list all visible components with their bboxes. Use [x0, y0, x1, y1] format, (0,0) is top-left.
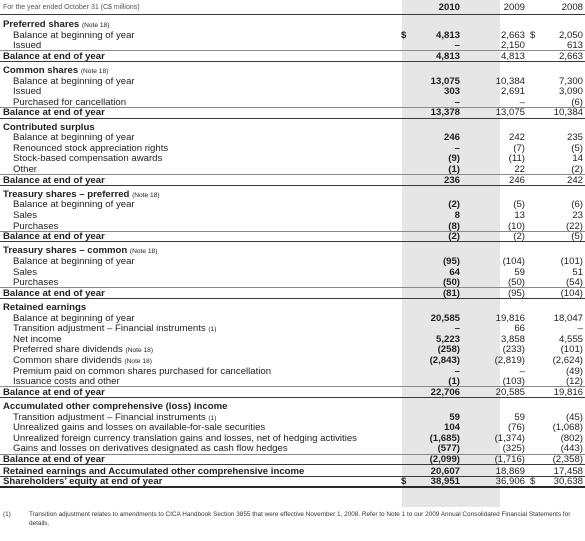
value-2009: (325) [502, 443, 525, 455]
value-2009: (2) [513, 231, 525, 243]
row-label: Shareholders’ equity at end of year [3, 476, 163, 488]
section-end-rule [0, 185, 585, 186]
value-2008: (12) [565, 376, 583, 388]
line-item [0, 132, 585, 143]
value-2008: (54) [565, 277, 583, 289]
value-2010: 303 [443, 86, 460, 98]
row-label: Treasury shares – preferred [3, 188, 130, 200]
value-2009: – [519, 96, 525, 108]
row-label: Issued [13, 86, 42, 98]
value-2008: – [577, 323, 583, 335]
row-label: Balance at end of year [3, 231, 105, 243]
line-item [0, 334, 585, 345]
row-label: Retained earnings [3, 302, 87, 313]
note-reference: (1) [208, 326, 217, 334]
row-label: Preferred shares [3, 19, 80, 30]
section-title [0, 302, 585, 313]
value-2010: 236 [443, 174, 460, 186]
row-label: Balance at end of year [3, 50, 105, 62]
value-2009: 246 [508, 174, 525, 186]
value-2008: (22) [565, 220, 583, 232]
value-2008: (2,358) [552, 454, 583, 465]
line-item [0, 355, 585, 366]
row-label: Treasury shares – common [3, 245, 128, 257]
value-2010: – [454, 323, 460, 335]
line-item [0, 323, 585, 334]
value-2008: 18,047 [553, 312, 583, 324]
value-2010: (95) [442, 256, 460, 267]
row-label: Preferred share dividends [13, 344, 123, 356]
value-2009: 13 [514, 210, 525, 221]
note-reference: (Note 18) [132, 191, 160, 199]
currency-symbol: $ [530, 29, 536, 41]
value-2010: 4,813 [435, 50, 460, 62]
double-rule [0, 486, 585, 488]
value-2008: 19,816 [553, 386, 583, 398]
row-label: Balance at beginning of year [13, 29, 135, 41]
note-reference: (Note 18) [125, 347, 154, 355]
value-2008: 23 [572, 210, 583, 221]
section-end-rule [0, 118, 585, 119]
row-label: Balance at end of year [3, 174, 105, 186]
row-label: Balance at end of year [3, 107, 105, 119]
value-2010: 59 [449, 411, 460, 423]
value-2008: 2,050 [558, 29, 583, 41]
value-2010: (2) [448, 231, 460, 243]
row-label: Balance at beginning of year [13, 75, 135, 87]
value-2008: (2,624) [552, 355, 583, 366]
row-label: Renounced stock appreciation rights [13, 142, 169, 154]
value-2008: (101) [560, 344, 583, 356]
footnote-marker: (1) [3, 511, 11, 518]
value-2008: 51 [572, 266, 583, 278]
row-label: Unrealized gains and losses on available-for-sale securities [13, 422, 266, 434]
note-reference: (Note 18) [80, 68, 109, 75]
value-2008: (443) [560, 443, 583, 455]
value-2010: 22,706 [430, 386, 460, 398]
currency-symbol: $ [401, 29, 407, 41]
line-item [0, 313, 585, 324]
line-item [0, 210, 585, 221]
note-reference: (Note 18) [129, 248, 158, 256]
note-reference: (1) [208, 414, 217, 422]
value-2008: (104) [560, 287, 583, 299]
value-2010: (2) [448, 199, 460, 211]
value-2010: 5,223 [435, 333, 460, 345]
value-2008: 4,555 [558, 333, 583, 345]
row-label: Unrealized foreign currency translation gains and losses, net of hedging activities [13, 432, 357, 444]
section-title [0, 401, 585, 412]
row-label: Balance at end of year [3, 386, 105, 398]
section-title [0, 122, 585, 133]
value-2009: 13,075 [495, 107, 525, 119]
header-rule [0, 14, 585, 15]
value-2008: (802) [560, 432, 583, 444]
value-2010: – [454, 40, 460, 52]
value-2008: 235 [566, 132, 583, 144]
value-2008: 30,638 [553, 476, 583, 488]
row-label: Gains and losses on derivatives designated as cash flow hedges [13, 443, 288, 455]
section-end-rule [0, 298, 585, 299]
line-item [0, 422, 585, 433]
value-2009: 22 [514, 164, 525, 175]
row-label: Balance at end of year [3, 454, 105, 465]
row-label: Balance at end of year [3, 287, 105, 299]
value-2009: – [519, 365, 525, 377]
value-2008: (101) [560, 256, 583, 267]
row-label: Transition adjustment – Financial instruments [13, 323, 206, 335]
value-2010: 4,813 [435, 29, 460, 41]
currency-symbol: $ [530, 476, 536, 488]
section-end-rule [0, 241, 585, 242]
line-item [0, 199, 585, 210]
value-2009: 66 [514, 323, 525, 335]
value-2009: (2,819) [494, 355, 525, 366]
value-2009: (5) [513, 199, 525, 211]
section-title [0, 65, 585, 76]
value-2010: (1) [448, 376, 460, 388]
value-2010: (50) [442, 277, 460, 289]
value-2009: 36,906 [495, 476, 525, 488]
value-2008: 242 [566, 174, 583, 186]
value-2010: (2,099) [429, 454, 460, 465]
note-reference: (Note 18) [81, 22, 110, 29]
value-2009: 19,816 [495, 312, 525, 324]
row-label: Premium paid on common shares purchased for cancellation [13, 365, 272, 377]
value-2009: (1,716) [494, 454, 525, 465]
row-label: Common share dividends [13, 355, 122, 366]
line-item [0, 76, 585, 87]
value-2010: (2,843) [429, 355, 460, 366]
currency-symbol: $ [401, 476, 407, 488]
header-row [0, 2, 585, 13]
value-2009: 2,691 [500, 86, 525, 98]
value-2010: (9) [448, 153, 460, 165]
line-item [0, 412, 585, 423]
value-2009: (10) [507, 220, 525, 232]
section-end-rule [0, 61, 585, 62]
row-label: Retained earnings and Accumulated other comprehensive income [3, 465, 305, 477]
value-2008: (49) [565, 365, 583, 377]
section-title [0, 189, 585, 200]
line-item [0, 267, 585, 278]
line-item [0, 143, 585, 154]
value-2009: (95) [507, 287, 525, 299]
value-2008: 17,458 [553, 465, 583, 477]
row-label: Purchases [13, 277, 59, 289]
line-item [0, 30, 585, 41]
value-2008: 7,300 [558, 75, 583, 87]
value-2010: 38,951 [430, 476, 460, 488]
row-label: Net income [13, 333, 62, 345]
value-2008: (5) [571, 142, 583, 154]
footnote-text: Transition adjustment relates to amendments to CICA Handbook Section 3855 that were effective November 1, 2008. Refer to Note 1 to our 2009 Annual Consolidated Financial Statements for details. [29, 511, 571, 527]
value-2010: 13,075 [430, 75, 460, 87]
value-2009: (104) [502, 256, 525, 267]
value-2008: 14 [572, 153, 583, 165]
row-label: Issued [13, 40, 42, 52]
row-label: Purchases [13, 220, 59, 232]
value-2008: (6) [571, 96, 583, 108]
row-label: Purchased for cancellation [13, 96, 127, 108]
section-end-rule [0, 397, 585, 398]
value-2009: (103) [502, 376, 525, 388]
value-2009: 59 [514, 266, 525, 278]
line-item [0, 256, 585, 267]
value-2008: (1,068) [552, 422, 583, 434]
value-2009: (7) [513, 142, 525, 154]
value-2010: 20,607 [430, 465, 460, 477]
row-label: Sales [13, 210, 37, 221]
value-2010: (577) [437, 443, 460, 455]
row-label: Other [13, 164, 37, 175]
row-label: Balance at beginning of year [13, 312, 135, 324]
row-label: Issuance costs and other [13, 376, 120, 388]
value-2008: 3,090 [558, 86, 583, 98]
row-label: Balance at beginning of year [13, 256, 135, 267]
year-2008-heading: 2008 [561, 2, 583, 13]
value-2009: (76) [507, 422, 525, 434]
value-2009: 242 [508, 132, 525, 144]
note-reference: (Note 18) [124, 358, 152, 365]
value-2009: (1,374) [494, 432, 525, 444]
value-2010: (1) [448, 164, 460, 175]
value-2008: (6) [571, 199, 583, 211]
value-2008: (45) [565, 411, 583, 423]
value-2008: 613 [566, 40, 583, 52]
value-2009: 18,869 [495, 465, 525, 477]
period-label: For the year ended October 31 (C$ millions) [3, 4, 140, 11]
value-2010: 20,585 [430, 312, 460, 324]
value-2008: (2) [571, 164, 583, 175]
value-2009: (50) [507, 277, 525, 289]
section-title [0, 19, 585, 30]
line-item [0, 433, 585, 444]
value-2010: (258) [437, 344, 460, 356]
section-title [0, 245, 585, 256]
value-2009: 59 [514, 411, 525, 423]
year-2009-heading: 2009 [503, 2, 525, 13]
row-label: Common shares [3, 65, 79, 76]
row-label: Stock-based compensation awards [13, 153, 163, 165]
value-2009: 20,585 [495, 386, 525, 398]
line-item [0, 344, 585, 355]
value-2010: (81) [442, 287, 460, 299]
value-2009: (11) [508, 153, 525, 165]
value-2010: – [454, 142, 460, 154]
row-label: Transition adjustment – Financial instruments [13, 411, 206, 423]
value-2008: 2,663 [558, 50, 583, 62]
value-2010: 13,378 [430, 107, 460, 119]
value-2010: 246 [443, 132, 460, 144]
value-2009: (233) [502, 344, 525, 356]
row-label: Contributed surplus [3, 121, 95, 133]
value-2009: 2,150 [500, 40, 525, 52]
value-2009: 4,813 [500, 50, 525, 62]
value-2010: – [454, 365, 460, 377]
value-2008: (5) [571, 231, 583, 243]
line-item [0, 153, 585, 164]
value-2010: 64 [449, 266, 460, 278]
value-2010: – [454, 96, 460, 108]
year-2010-heading: 2010 [438, 2, 460, 13]
value-2010: 8 [454, 210, 460, 221]
value-2009: 2,663 [500, 29, 525, 41]
row-label: Accumulated other comprehensive (loss) income [3, 401, 228, 412]
line-item [0, 366, 585, 377]
value-2010: (1,685) [429, 432, 460, 444]
value-2008: 10,384 [553, 107, 583, 119]
value-2009: 10,384 [495, 75, 525, 87]
line-item [0, 86, 585, 97]
row-label: Sales [13, 266, 37, 278]
value-2010: (8) [448, 220, 460, 232]
value-2010: 104 [443, 422, 460, 434]
row-label: Balance at beginning of year [13, 132, 135, 144]
row-label: Balance at beginning of year [13, 199, 135, 211]
value-2009: 3,858 [500, 333, 525, 345]
